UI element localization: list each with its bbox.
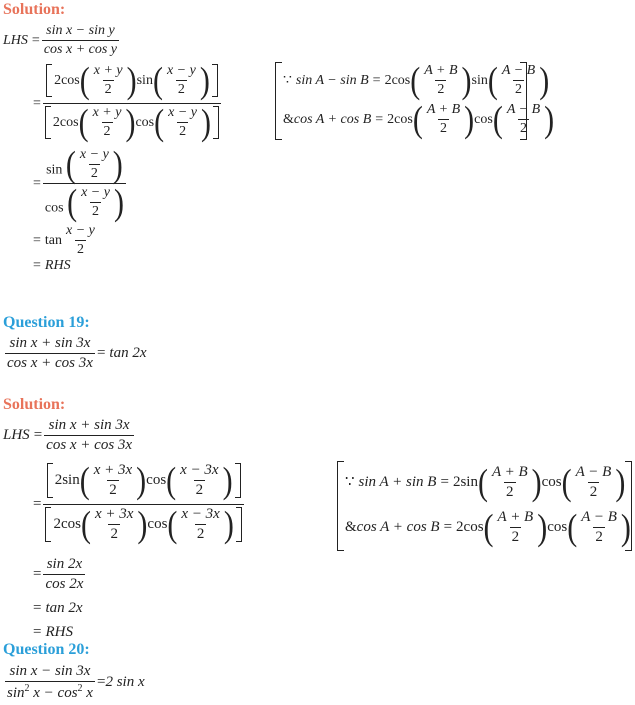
numerator-text: x − y: [168, 105, 197, 120]
identity-lhs: sin A + sin B: [358, 474, 437, 490]
question-19-heading: Question 19:: [3, 314, 90, 331]
denominator-text: 2: [519, 121, 527, 136]
denominator-text: 2: [76, 242, 84, 257]
sin-text: sin: [471, 72, 488, 88]
equals-sign: =: [33, 258, 41, 273]
denominator-text: 2: [177, 82, 185, 97]
solution-heading: Solution:: [3, 1, 66, 18]
identity-line-1: ∵ sin A + sin B = 2 sin ( $\frac{A + B}{2}$ ) cos ( $\frac{A - B}{2}$ ): [345, 461, 626, 503]
step-4: [33, 259, 71, 273]
numerator-text: A − B: [581, 509, 617, 525]
bracket-fraction: [43, 59, 221, 143]
question-19-statement: [3, 336, 146, 371]
identity-line-1: ∵ sin A − sin B = 2 cos ( $\frac{A + B}{2}$ ) sin ( $\frac{A - B}{2}$ ): [283, 59, 550, 101]
fraction-denominator: cos x + cos y: [43, 42, 118, 57]
coefficient: 2: [54, 72, 62, 88]
coefficient: 2: [387, 111, 395, 127]
sin-text: sin: [46, 162, 63, 178]
cos-text: cos: [61, 72, 80, 88]
numerator-text: A + B: [491, 464, 528, 480]
question-20-statement: [3, 664, 145, 701]
denominator-text: 2: [90, 166, 98, 181]
numerator-text: sin x + sin 3x: [48, 417, 130, 433]
equals-sign: =: [375, 111, 384, 127]
identity-line-2: & cos A + cos B = 2 cos ( $\frac{A + B}{2}$ ) cos ( $\frac{A - B}{2}$ ): [283, 98, 555, 140]
rhs-text: tan 2x: [109, 345, 147, 361]
equals-sign: =: [33, 95, 41, 111]
equals-sign: =: [31, 32, 40, 48]
lhs-line: [3, 418, 136, 453]
denominator-text: 2: [110, 526, 118, 542]
bracket-fraction: [43, 459, 243, 546]
denominator-text: 2: [595, 529, 603, 545]
cos-text: cos: [394, 111, 413, 127]
numerator-text: x − y: [66, 223, 95, 238]
sin-text: sin: [7, 685, 25, 701]
equals-sign: =: [96, 674, 106, 690]
fraction-numerator: 2 sin ( $\frac{x + 3x}{2}$ ) cos ( $\frac{x - 3x}{2}$ ): [45, 463, 243, 504]
numerator-text: x + 3x: [94, 506, 134, 522]
fraction-numerator: sin ( $\frac{x - y}{2}$ ): [46, 143, 123, 185]
cos-text: cos: [474, 111, 493, 127]
lhs-label: LHS: [3, 427, 30, 443]
step-2: [33, 557, 87, 592]
cos-text: cos: [59, 114, 79, 130]
equals-sign: =: [33, 624, 42, 640]
coefficient: 2: [452, 474, 461, 490]
denominator-text: 2: [104, 82, 112, 97]
numerator-text: sin 2x: [46, 556, 83, 572]
denominator-text: 2: [92, 204, 100, 219]
fraction-numerator: sin x − sin y: [46, 23, 115, 38]
rhs-label: RHS: [45, 624, 73, 640]
step-3: [33, 224, 99, 257]
numerator-text: A − B: [575, 464, 612, 480]
numerator-text: x − y: [81, 185, 110, 200]
denominator-text: [5, 681, 95, 701]
rhs-label: RHS: [44, 258, 71, 273]
tan-text: tan: [44, 232, 63, 248]
denominator-text: 2: [109, 482, 117, 498]
equals-sign: =: [33, 600, 42, 616]
numerator-text: x − 3x: [181, 506, 220, 522]
numerator-text: x + y: [92, 105, 122, 120]
numerator-text: x − y: [166, 63, 196, 78]
coefficient: 2: [53, 516, 61, 532]
sin-text: sin: [460, 474, 478, 490]
coefficient: 2: [456, 519, 464, 535]
fraction: [42, 24, 119, 57]
step-4: [33, 625, 73, 640]
cos-text: cos: [147, 516, 168, 532]
numerator-text: sin x − sin 3x: [9, 663, 91, 679]
numerator-text: A − B: [501, 63, 536, 78]
numerator-text: x + 3x: [93, 462, 133, 478]
denominator-text: 2: [196, 526, 205, 542]
fraction: [43, 143, 126, 223]
coefficient: 2: [52, 114, 60, 130]
denominator-text: 2: [179, 124, 187, 139]
cos-text: cos: [60, 516, 81, 532]
step-1: [33, 459, 246, 546]
denominator-text: 2: [589, 484, 598, 500]
variable-text: x: [86, 685, 93, 701]
numerator-text: x − y: [79, 147, 109, 162]
equals-sign: =: [33, 232, 41, 248]
cos-text: cos: [463, 519, 484, 535]
fraction-denominator: 2 cos ( $\frac{x + 3x}{2}$ ) cos ( $\frac{x - 3x}{2}$ ): [43, 504, 243, 546]
sin-text: sin: [62, 472, 80, 488]
lhs-line: [3, 24, 121, 57]
equals-sign: =: [440, 474, 449, 490]
equals-sign: =: [372, 72, 381, 88]
question-20-heading: Question 20:: [3, 641, 90, 658]
lhs-label: LHS: [3, 32, 28, 48]
cos-text: cos: [541, 474, 562, 490]
equals-sign: =: [33, 566, 42, 582]
denominator-text: 2: [437, 82, 445, 97]
numerator-text: A + B: [424, 63, 458, 78]
denominator-text: 2: [511, 529, 520, 545]
equals-sign: =: [443, 519, 453, 535]
cos-text: x − cos: [33, 685, 78, 701]
denominator-text: 2: [103, 124, 111, 139]
numerator-text: sin x + sin 3x: [9, 335, 91, 351]
equals-sign: =: [33, 496, 42, 512]
superscript: 2: [24, 683, 30, 694]
ampersand: &: [345, 519, 357, 535]
fraction-numerator: 2 cos ( $\frac{x + y}{2}$ ) sin ( $\frac{x - y}{2}$ ): [44, 64, 220, 103]
cos-text: cos: [44, 200, 64, 216]
numerator-text: x − 3x: [180, 462, 219, 478]
identity-lhs: sin A − sin B: [295, 72, 369, 88]
denominator-text: cos x + cos 3x: [7, 355, 93, 371]
sin-text: sin: [136, 72, 153, 88]
ampersand: &: [283, 111, 294, 127]
cos-text: cos: [146, 472, 167, 488]
cos-text: cos: [135, 114, 155, 130]
identity-lhs: cos A + cos B: [293, 111, 372, 127]
denominator-text: 2: [515, 82, 523, 97]
step-2: [33, 143, 128, 223]
equals-sign: =: [96, 345, 106, 361]
numerator-text: A + B: [426, 102, 461, 117]
because-symbol: ∵: [345, 474, 355, 490]
step-1: [33, 59, 223, 143]
coefficient: 2: [54, 472, 63, 488]
rhs-text: 2 sin x: [105, 674, 145, 690]
denominator-text: 2: [506, 484, 514, 500]
because-symbol: ∵: [283, 72, 292, 88]
identity-line-2: & cos A + cos B = 2 cos ( $\frac{A + B}{2}$ ) cos ( $\frac{A - B}{2}$ ): [345, 506, 631, 548]
cos-text: cos: [391, 72, 411, 88]
superscript: 2: [77, 683, 83, 694]
equals-sign: =: [33, 427, 43, 443]
denominator-text: 2: [195, 482, 204, 498]
fraction-denominator: 2 cos ( $\frac{x + y}{2}$ ) cos ( $\frac{x - y}{2}$ ): [43, 103, 221, 143]
numerator-text: A + B: [497, 509, 534, 525]
denominator-text: cos 2x: [45, 576, 84, 592]
step-3: [33, 601, 83, 616]
denominator-text: cos x + cos 3x: [46, 437, 133, 453]
tan-text: tan 2x: [45, 600, 83, 616]
numerator-text: A − B: [506, 102, 541, 117]
fraction-denominator: cos ( $\frac{x - y}{2}$ ): [44, 181, 124, 223]
equals-sign: =: [33, 175, 41, 191]
cos-text: cos: [547, 519, 568, 535]
identity-lhs: cos A + cos B: [356, 519, 440, 535]
numerator-text: x + y: [93, 63, 123, 78]
coefficient: 2: [384, 72, 392, 88]
solution-heading: Solution:: [3, 396, 66, 413]
denominator-text: 2: [440, 121, 447, 136]
